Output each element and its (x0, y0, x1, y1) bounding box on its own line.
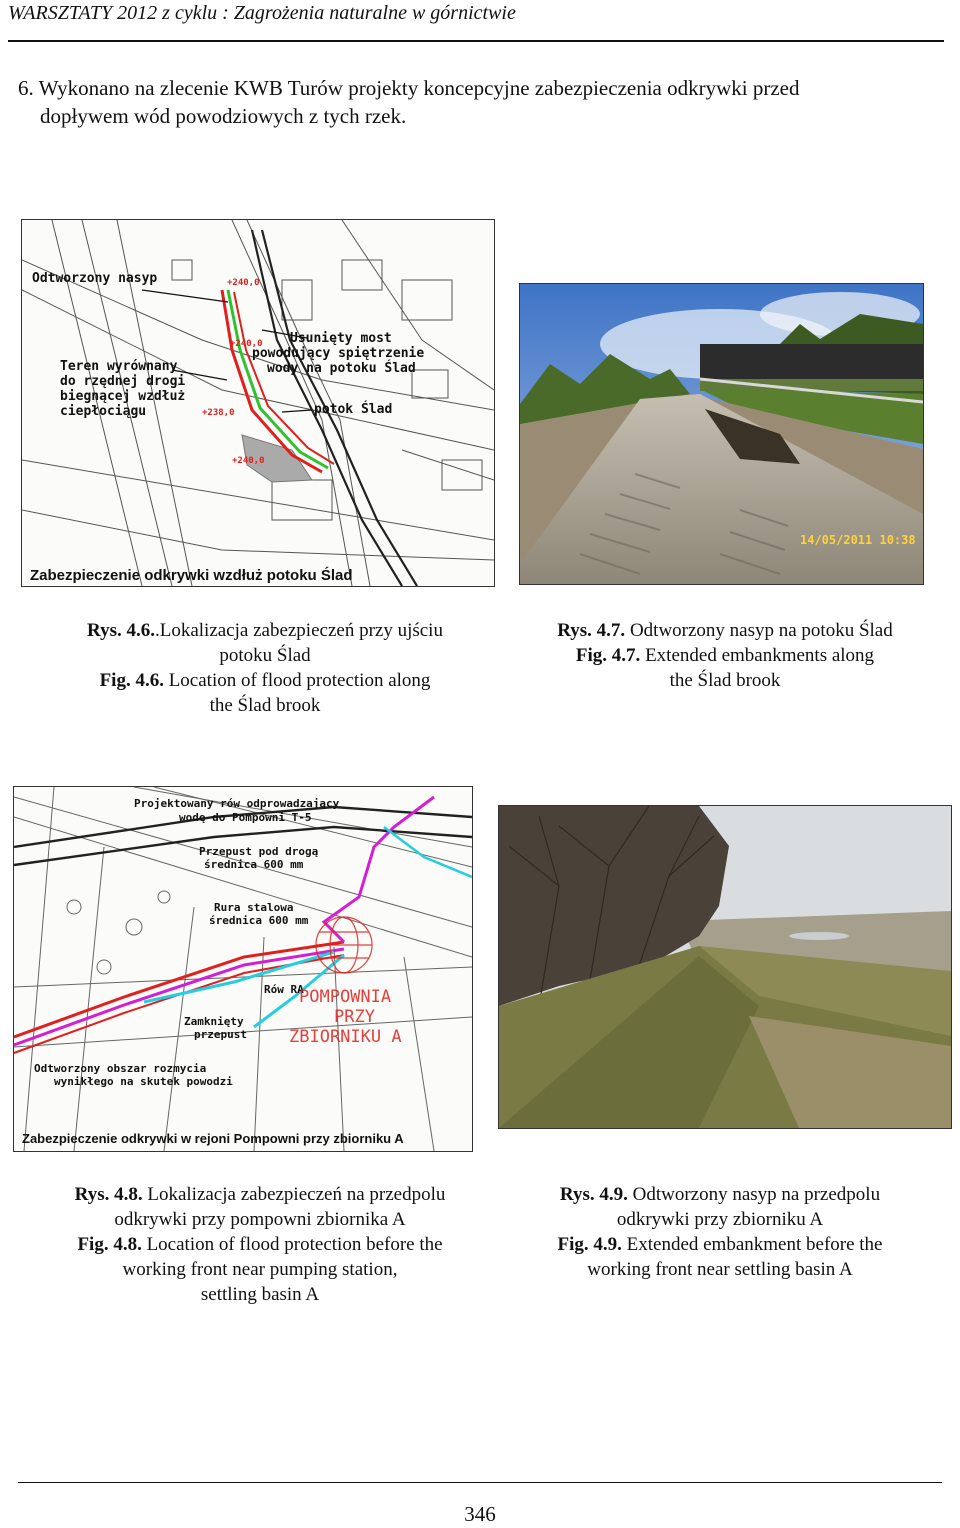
caption-fig-4-7-line-2: Extended embankments along (640, 645, 875, 666)
caption-fig-4-8-line-1: Lokalizacja zabezpieczeń na przedpolu (142, 1184, 446, 1205)
caption-fig-4-6-fig-label: Fig. 4.6. (99, 670, 164, 691)
caption-fig-4-6-line-2: potoku Ślad (219, 645, 311, 666)
label-pompownia-3: ZBIORNIKU A (289, 1027, 402, 1047)
caption-fig-4-9-line-4: working front near settling basin A (587, 1259, 853, 1280)
caption-fig-4-9-fig-label: Fig. 4.9. (557, 1234, 622, 1255)
caption-fig-4-6-line-4: the Ślad brook (209, 695, 321, 716)
elevation-label-4: +240,0 (232, 456, 265, 466)
photo-timestamp: 14/05/2011 10:38 (800, 533, 916, 547)
label-teren-3: biegnącej wzdłuż (60, 389, 186, 404)
figure-4-8-banner: Zabezpieczenie odkrywki w rejoni Pompowni przy zbiorniku A (22, 1131, 404, 1146)
paragraph-line-1: 6. Wykonano na zlecenie KWB Turów projekty koncepcyjne zabezpieczenia odkrywki przed (18, 76, 800, 100)
label-zamkniety-2: przepust (194, 1028, 247, 1041)
label-potok: potok Ślad (314, 402, 393, 417)
caption-fig-4-7-rys-label: Rys. 4.7. (557, 620, 626, 641)
label-usuniety-1: Usunięty most (290, 331, 392, 346)
caption-fig-4-7-fig-label: Fig. 4.7. (575, 645, 641, 666)
caption-fig-4-8-line-3: Location of flood protection before the (141, 1234, 443, 1255)
label-teren-2: do rzędnej drogi (60, 374, 186, 389)
label-obszar-2: wynikłego na skutek powodzi (54, 1075, 233, 1088)
label-row-ra: Rów RA (264, 983, 304, 996)
elevation-label-3: +238,0 (202, 408, 235, 418)
caption-fig-4-6-line-3: Location of flood protection along (163, 670, 431, 691)
label-teren-1: Teren wyrównany (60, 359, 178, 374)
figure-4-8-map (13, 786, 473, 1152)
label-pompownia-1: POMPOWNIA (299, 987, 392, 1007)
caption-fig-4-7-line-3: the Ślad brook (669, 670, 781, 691)
footer-rule (18, 1482, 942, 1483)
label-usuniety-2: powodujący spiętrzenie (252, 346, 425, 361)
caption-fig-4-6-line-1: .Lokalizacja zabezpieczeń przy ujściu (154, 620, 443, 641)
elevation-label-2: +240,0 (230, 339, 263, 349)
caption-fig-4-7-line-1: Odtworzony nasyp na potoku Ślad (625, 620, 893, 641)
label-rura-2: średnica 600 mm (209, 914, 309, 927)
elevation-label-1: +240,0 (227, 278, 260, 288)
label-rura-1: Rura stalowa (214, 901, 294, 914)
label-teren-4: ciepłociągu (60, 404, 147, 419)
caption-fig-4-6-rys-label: Rys. 4.6. (87, 620, 155, 641)
caption-fig-4-9-line-1: Odtworzony nasyp na przedpolu (627, 1184, 881, 1205)
body-paragraph (18, 74, 948, 130)
caption-fig-4-9 (490, 1182, 950, 1282)
label-projektowany-1: Projektowany rów odprowadzający (134, 797, 340, 810)
caption-fig-4-8-line-4: working front near pumping station, (122, 1259, 398, 1280)
caption-fig-4-6 (40, 618, 490, 718)
label-przepust-1: Przepust pod drogą (199, 845, 319, 858)
running-header: WARSZTATY 2012 z cyklu : Zagrożenia naturalne w górnictwie (8, 2, 516, 24)
caption-fig-4-8-rys-label: Rys. 4.8. (74, 1184, 143, 1205)
label-usuniety-3: wody na potoku Ślad (267, 361, 416, 376)
figure-4-7-photo (519, 283, 924, 585)
caption-fig-4-8-line-2: odkrywki przy pompowni zbiornika A (114, 1209, 406, 1230)
label-pompownia-2: PRZY (334, 1007, 375, 1027)
page-number: 346 (464, 1502, 496, 1526)
header-rule (8, 40, 944, 42)
caption-fig-4-7 (505, 618, 945, 693)
caption-fig-4-8-fig-label: Fig. 4.8. (77, 1234, 142, 1255)
label-projektowany-2: wodę do Pompowni T-5 (179, 811, 312, 824)
label-przepust-2: średnica 600 mm (204, 858, 304, 871)
paragraph-line-2: dopływem wód powodziowych z tych rzek. (40, 104, 407, 128)
caption-fig-4-9-rys-label: Rys. 4.9. (559, 1184, 628, 1205)
label-odtworzony-nasyp: Odtworzony nasyp (32, 271, 158, 286)
figure-4-6-map (21, 219, 495, 587)
caption-fig-4-8 (20, 1182, 500, 1307)
figure-4-6-banner: Zabezpieczenie odkrywki wzdłuż potoku Ślad (30, 567, 353, 584)
caption-fig-4-8-line-5: settling basin A (200, 1284, 320, 1305)
label-zamkniety-1: Zamknięty (184, 1015, 244, 1028)
figure-4-9-photo (498, 805, 952, 1129)
label-obszar-1: Odtworzony obszar rozmycia (34, 1062, 207, 1075)
caption-fig-4-9-line-2: odkrywki przy zbiorniku A (616, 1209, 824, 1230)
caption-fig-4-9-line-3: Extended embankment before the (621, 1234, 883, 1255)
